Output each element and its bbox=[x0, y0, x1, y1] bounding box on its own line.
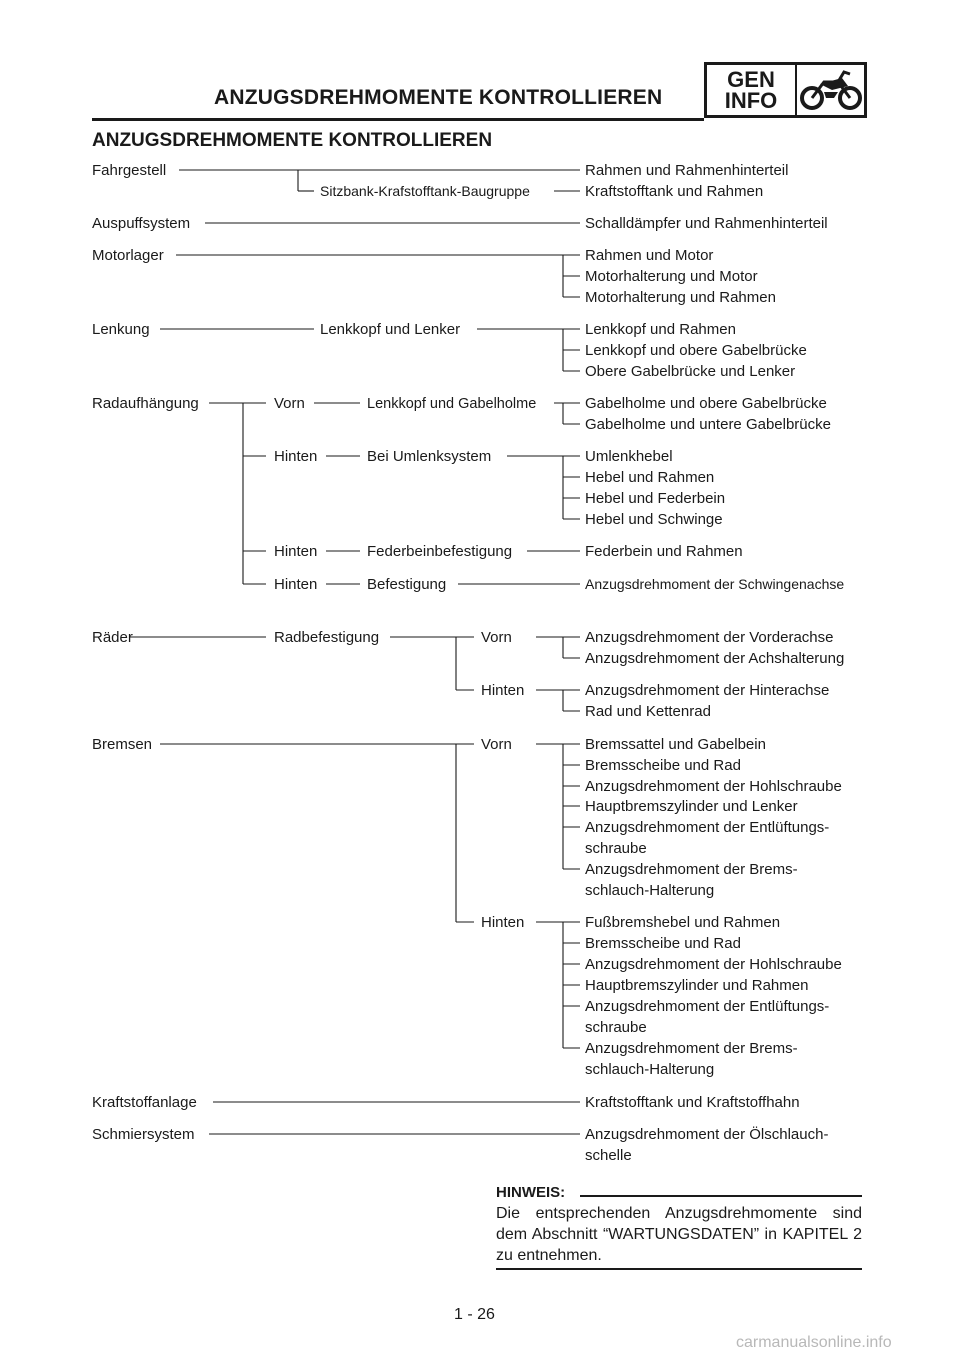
tree-item: Anzugsdrehmoment der Hohlschraube bbox=[585, 778, 842, 795]
tree-item: Anzugsdrehmoment der Entlüftungs- bbox=[585, 998, 830, 1015]
tree-item: Anzugsdrehmoment der Schwingenachse bbox=[585, 576, 845, 592]
tree-label-bremsen: Bremsen bbox=[92, 736, 153, 753]
tree-item: Anzugsdrehmoment der Brems- bbox=[585, 1040, 798, 1057]
tree-sub-hinten: Hinten bbox=[274, 448, 318, 465]
tree-sub-befestigung: Befestigung bbox=[367, 576, 447, 593]
tree-item: Federbein und Rahmen bbox=[585, 543, 743, 560]
tree-item: Schalldämpfer und Rahmenhinterteil bbox=[585, 215, 828, 232]
tree-item: Gabelholme und obere Gabelbrücke bbox=[585, 395, 827, 412]
tree-sub-vorn: Vorn bbox=[481, 736, 512, 753]
tree-item: Anzugsdrehmoment der Achshalterung bbox=[585, 650, 845, 667]
badge-line-2: INFO bbox=[724, 88, 778, 113]
tree-sub-hinten: Hinten bbox=[481, 914, 525, 931]
tree-item: Anzugsdrehmoment der Brems- bbox=[585, 861, 798, 878]
note-rule bbox=[580, 1195, 862, 1197]
section-title: ANZUGSDREHMOMENTE KONTROLLIEREN bbox=[92, 130, 493, 151]
tree-label-raeder: Räder bbox=[92, 629, 133, 646]
tree-item: Motorhalterung und Motor bbox=[585, 268, 758, 285]
header-title: ANZUGSDREHMOMENTE KONTROLLIEREN bbox=[214, 86, 663, 109]
tree-item: Anzugsdrehmoment der Hinterachse bbox=[585, 682, 830, 699]
tree-item: Rahmen und Rahmenhinterteil bbox=[585, 162, 789, 179]
tree-item-cont: schraube bbox=[585, 1019, 647, 1036]
tree-sub-umlenk: Bei Umlenksystem bbox=[367, 448, 492, 465]
tree-item: Hebel und Federbein bbox=[585, 490, 726, 507]
tree-item: Bremssattel und Gabelbein bbox=[585, 736, 766, 753]
tree-item: Bremsscheibe und Rad bbox=[585, 935, 741, 952]
tree-item: Anzugsdrehmoment der Vorderachse bbox=[585, 629, 834, 646]
tree-item-cont: schlauch-Halterung bbox=[585, 882, 715, 899]
tree-sub-vorn: Vorn bbox=[274, 395, 305, 412]
tree-item: Bremsscheibe und Rad bbox=[585, 757, 741, 774]
tree-item: Hebel und Rahmen bbox=[585, 469, 715, 486]
tree-item-cont: schraube bbox=[585, 840, 647, 857]
tree-item: Umlenkhebel bbox=[585, 448, 673, 465]
tree-sub-hinten: Hinten bbox=[274, 576, 318, 593]
note-heading: HINWEIS: bbox=[496, 1184, 566, 1201]
tree-sub-radbefestigung: Radbefestigung bbox=[274, 629, 380, 646]
tree-label-kraftstoff: Kraftstoffanlage bbox=[92, 1094, 197, 1111]
tree-sub-hinten: Hinten bbox=[481, 682, 525, 699]
tree-item: Hauptbremszylinder und Lenker bbox=[585, 798, 798, 815]
tree-label-radaufhaengung: Radaufhängung bbox=[92, 395, 199, 412]
tree-label-motorlager: Motorlager bbox=[92, 247, 164, 264]
tree-item: Obere Gabelbrücke und Lenker bbox=[585, 363, 796, 380]
tree-item: Lenkkopf und Rahmen bbox=[585, 321, 736, 338]
tree-item: Kraftstofftank und Kraftstoffhahn bbox=[585, 1094, 800, 1111]
tree-item: Fußbremshebel und Rahmen bbox=[585, 914, 781, 931]
tree-item-cont: schelle bbox=[585, 1147, 632, 1164]
tree-item: Hebel und Schwinge bbox=[585, 511, 723, 528]
tree-item: Rahmen und Motor bbox=[585, 247, 714, 264]
tree-label-lenkung: Lenkung bbox=[92, 321, 150, 338]
note-bottom-rule bbox=[496, 1268, 862, 1270]
tree-item: Hauptbremszylinder und Rahmen bbox=[585, 977, 809, 994]
tree-item: Motorhalterung und Rahmen bbox=[585, 289, 776, 306]
note-text: Die entsprechenden Anzugsdrehmomente sind dem Abschnitt “WARTUNGSDATEN” in KAPITEL 2 zu entnehmen. bbox=[496, 1205, 862, 1264]
tree-sub-lenkung: Lenkkopf und Lenker bbox=[320, 321, 461, 338]
watermark: carmanualsonline.info bbox=[736, 1334, 892, 1351]
tree-item: Lenkkopf und obere Gabelbrücke bbox=[585, 342, 807, 359]
tree-sub-vorn: Vorn bbox=[481, 629, 512, 646]
tree-sub-lenkkopf-gabel: Lenkkopf und Gabelholme bbox=[367, 396, 537, 412]
tree-label-schmier: Schmiersystem bbox=[92, 1126, 195, 1143]
tree-sub-fahrgestell: Sitzbank-Krafstofftank-Baugruppe bbox=[320, 183, 530, 199]
tree-item: Gabelholme und untere Gabelbrücke bbox=[585, 416, 831, 433]
tree-label-auspuff: Auspuffsystem bbox=[92, 215, 191, 232]
tree-item-cont: schlauch-Halterung bbox=[585, 1061, 715, 1078]
tree-sub-hinten: Hinten bbox=[274, 543, 318, 560]
tree-item: Anzugsdrehmoment der Hohlschraube bbox=[585, 956, 842, 973]
tree-label-fahrgestell: Fahrgestell bbox=[92, 162, 167, 179]
page-number: 1 - 26 bbox=[454, 1306, 495, 1323]
tree-item: Rad und Kettenrad bbox=[585, 703, 711, 720]
tree-item: Anzugsdrehmoment der Ölschlauch- bbox=[585, 1126, 829, 1143]
tree-item: Anzugsdrehmoment der Entlüftungs- bbox=[585, 819, 830, 836]
badge-line-1: GEN bbox=[727, 67, 775, 92]
tree-sub-federbein: Federbeinbefestigung bbox=[367, 543, 513, 560]
tree-item: Kraftstofftank und Rahmen bbox=[585, 183, 764, 200]
